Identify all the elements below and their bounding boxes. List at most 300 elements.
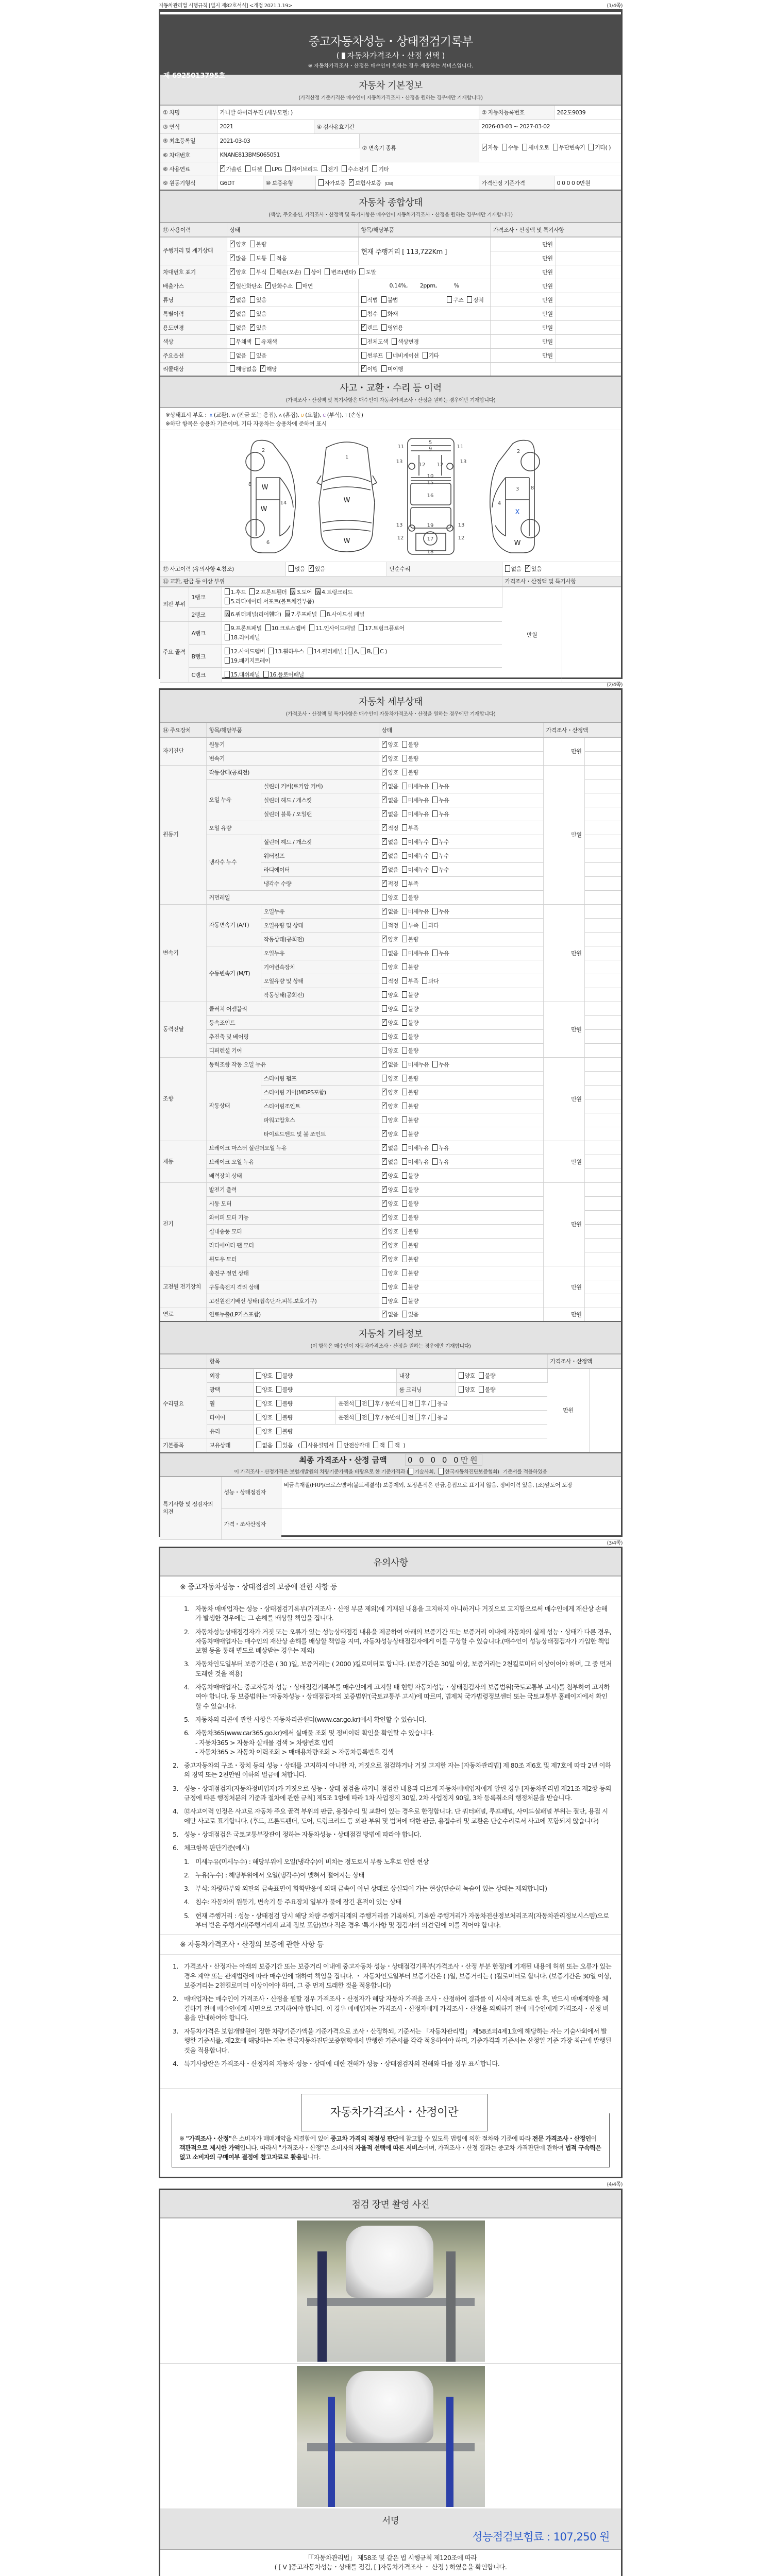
checkbox-option[interactable] bbox=[250, 310, 266, 318]
checkbox[interactable] bbox=[402, 1200, 407, 1207]
checkbox-option[interactable] bbox=[432, 810, 449, 818]
checkbox-option[interactable] bbox=[382, 866, 398, 874]
checkbox[interactable] bbox=[230, 352, 235, 359]
checkbox-option[interactable] bbox=[255, 337, 277, 346]
checkbox-option[interactable] bbox=[276, 1385, 293, 1394]
checkbox-option[interactable] bbox=[553, 143, 585, 153]
checkbox-option[interactable] bbox=[382, 1032, 398, 1041]
checkbox[interactable] bbox=[250, 241, 255, 247]
checkbox[interactable] bbox=[349, 179, 354, 186]
checkbox-option[interactable] bbox=[250, 324, 266, 332]
checkbox-option[interactable] bbox=[382, 1019, 398, 1027]
checkbox-option[interactable] bbox=[402, 1005, 418, 1013]
checkbox-option[interactable] bbox=[230, 296, 246, 304]
part-checkbox[interactable] bbox=[359, 624, 364, 631]
checkbox-option[interactable] bbox=[325, 268, 356, 276]
part-checkbox[interactable] bbox=[285, 611, 290, 617]
checkbox-option[interactable] bbox=[382, 1241, 398, 1249]
position-checkbox[interactable] bbox=[402, 1414, 407, 1420]
pillar-checkbox[interactable] bbox=[361, 648, 366, 654]
checkbox-option[interactable] bbox=[382, 810, 398, 818]
checkbox-option[interactable] bbox=[388, 1441, 399, 1449]
checkbox[interactable] bbox=[382, 963, 387, 970]
checkbox-option[interactable] bbox=[256, 1371, 273, 1380]
checkbox-option[interactable] bbox=[382, 1213, 398, 1222]
checkbox-option[interactable] bbox=[382, 1172, 398, 1180]
checkbox-option[interactable] bbox=[423, 351, 439, 360]
checkbox[interactable] bbox=[402, 1047, 407, 1054]
checkbox[interactable] bbox=[525, 565, 530, 572]
checkbox-option[interactable] bbox=[402, 768, 418, 776]
part-checkbox[interactable] bbox=[309, 624, 314, 631]
position-checkbox[interactable] bbox=[368, 1400, 374, 1406]
checkbox-option[interactable] bbox=[589, 143, 611, 153]
checkbox-option[interactable] bbox=[276, 1413, 293, 1421]
pillar-checkbox[interactable] bbox=[374, 648, 379, 654]
checkbox[interactable] bbox=[230, 268, 235, 275]
checkbox-option[interactable] bbox=[402, 1074, 418, 1082]
checkbox[interactable] bbox=[382, 1256, 387, 1262]
part-checkbox[interactable] bbox=[265, 624, 271, 631]
checkbox-option[interactable] bbox=[381, 310, 398, 318]
checkbox-option[interactable] bbox=[432, 1144, 449, 1152]
checkbox[interactable] bbox=[432, 783, 438, 789]
checkbox-option[interactable] bbox=[402, 796, 429, 804]
checkbox[interactable] bbox=[382, 1186, 387, 1193]
checkbox-option[interactable] bbox=[230, 310, 246, 318]
checkbox[interactable] bbox=[276, 1372, 281, 1379]
checkbox[interactable] bbox=[402, 1186, 407, 1193]
checkbox[interactable] bbox=[382, 1297, 387, 1304]
part-item[interactable] bbox=[285, 610, 317, 619]
checkbox[interactable] bbox=[381, 324, 386, 331]
checkbox[interactable] bbox=[230, 255, 235, 261]
checkbox[interactable] bbox=[382, 824, 387, 831]
checkbox-option[interactable] bbox=[230, 240, 246, 248]
checkbox[interactable] bbox=[382, 1089, 387, 1095]
checkbox[interactable] bbox=[382, 1130, 387, 1137]
checkbox-option[interactable] bbox=[402, 963, 418, 971]
checkbox[interactable] bbox=[382, 1033, 387, 1040]
checkbox-option[interactable] bbox=[422, 977, 439, 985]
checkbox[interactable] bbox=[276, 1414, 281, 1420]
checkbox-option[interactable] bbox=[432, 838, 449, 846]
checkbox-option[interactable] bbox=[402, 1241, 418, 1249]
checkbox-option[interactable] bbox=[382, 1130, 398, 1138]
checkbox[interactable] bbox=[305, 268, 310, 275]
checkbox-option[interactable] bbox=[382, 1116, 398, 1124]
checkbox[interactable] bbox=[382, 1019, 387, 1026]
checkbox-option[interactable] bbox=[505, 565, 522, 573]
checkbox[interactable] bbox=[432, 810, 438, 817]
checkbox[interactable] bbox=[325, 268, 330, 275]
checkbox-option[interactable] bbox=[230, 351, 246, 360]
checkbox[interactable] bbox=[467, 296, 472, 303]
checkbox[interactable] bbox=[459, 1386, 464, 1393]
checkbox-option[interactable] bbox=[402, 782, 429, 790]
checkbox-option[interactable] bbox=[382, 1102, 398, 1110]
part-item[interactable] bbox=[225, 647, 265, 656]
part-checkbox[interactable] bbox=[290, 588, 295, 595]
position-checkbox[interactable] bbox=[402, 1400, 407, 1406]
checkbox-option[interactable] bbox=[402, 1046, 418, 1055]
checkbox-option[interactable] bbox=[382, 1255, 398, 1263]
checkbox[interactable] bbox=[502, 144, 507, 150]
checkbox-option[interactable] bbox=[479, 1371, 495, 1380]
checkbox[interactable] bbox=[382, 991, 387, 998]
checkbox[interactable] bbox=[402, 1242, 407, 1248]
checkbox-option[interactable] bbox=[382, 754, 398, 762]
checkbox-option[interactable] bbox=[408, 1467, 435, 1475]
checkbox-option[interactable] bbox=[382, 796, 398, 804]
checkbox[interactable] bbox=[382, 741, 387, 748]
checkbox-option[interactable] bbox=[402, 1060, 429, 1069]
checkbox[interactable] bbox=[479, 1386, 484, 1393]
checkbox[interactable] bbox=[402, 1075, 407, 1081]
checkbox-option[interactable] bbox=[373, 1441, 384, 1449]
checkbox-option[interactable] bbox=[382, 1199, 398, 1208]
checkbox-option[interactable] bbox=[337, 1441, 369, 1449]
checkbox-option[interactable] bbox=[467, 296, 483, 304]
position-checkbox[interactable] bbox=[356, 1414, 361, 1420]
checkbox[interactable] bbox=[382, 1116, 387, 1123]
part-item[interactable] bbox=[321, 610, 364, 619]
checkbox[interactable] bbox=[402, 1005, 407, 1012]
checkbox-option[interactable] bbox=[305, 268, 321, 276]
checkbox-option[interactable] bbox=[432, 866, 449, 874]
checkbox[interactable] bbox=[382, 922, 387, 928]
checkbox[interactable] bbox=[439, 1468, 444, 1475]
checkbox[interactable] bbox=[402, 1311, 407, 1317]
checkbox-option[interactable] bbox=[402, 1255, 418, 1263]
checkbox[interactable] bbox=[296, 282, 301, 289]
checkbox[interactable] bbox=[382, 866, 387, 873]
checkbox[interactable] bbox=[382, 852, 387, 859]
checkbox-option[interactable] bbox=[382, 838, 398, 846]
checkbox[interactable] bbox=[589, 144, 594, 150]
checkbox-option[interactable] bbox=[382, 963, 398, 971]
part-item[interactable] bbox=[225, 670, 260, 680]
checkbox[interactable] bbox=[250, 268, 255, 275]
checkbox[interactable] bbox=[256, 1428, 261, 1434]
checkbox[interactable] bbox=[361, 338, 366, 345]
position-checkbox[interactable] bbox=[431, 1400, 436, 1406]
checkbox[interactable] bbox=[382, 1242, 387, 1248]
checkbox[interactable] bbox=[447, 296, 452, 303]
checkbox[interactable] bbox=[402, 810, 407, 817]
checkbox[interactable] bbox=[382, 894, 387, 901]
checkbox[interactable] bbox=[250, 296, 255, 303]
part-item[interactable] bbox=[265, 624, 306, 633]
checkbox-option[interactable] bbox=[382, 1158, 398, 1166]
checkbox[interactable] bbox=[276, 1400, 281, 1406]
checkbox-option[interactable] bbox=[250, 268, 266, 276]
checkbox[interactable] bbox=[381, 365, 386, 372]
checkbox-option[interactable] bbox=[250, 351, 266, 360]
checkbox-option[interactable] bbox=[245, 165, 262, 173]
checkbox-option[interactable] bbox=[250, 240, 266, 248]
checkbox-option[interactable] bbox=[382, 1005, 398, 1013]
checkbox-option[interactable] bbox=[402, 1213, 418, 1222]
checkbox[interactable] bbox=[382, 880, 387, 887]
part-checkbox[interactable] bbox=[225, 634, 230, 640]
checkbox[interactable] bbox=[382, 838, 387, 845]
checkbox-option[interactable] bbox=[230, 282, 262, 290]
part-item[interactable] bbox=[225, 610, 281, 619]
part-item[interactable] bbox=[359, 624, 405, 633]
part-checkbox[interactable] bbox=[225, 657, 230, 664]
checkbox[interactable] bbox=[422, 922, 427, 928]
part-checkbox[interactable] bbox=[225, 671, 230, 677]
checkbox-option[interactable] bbox=[276, 1427, 293, 1435]
checkbox-option[interactable] bbox=[289, 565, 305, 573]
checkbox[interactable] bbox=[250, 324, 255, 331]
checkbox-option[interactable] bbox=[525, 565, 542, 573]
checkbox[interactable] bbox=[402, 824, 407, 831]
checkbox[interactable] bbox=[245, 165, 250, 172]
checkbox-option[interactable] bbox=[382, 1227, 398, 1235]
part-item[interactable] bbox=[225, 624, 262, 633]
checkbox[interactable] bbox=[322, 165, 327, 172]
checkbox[interactable] bbox=[337, 1442, 342, 1448]
checkbox[interactable] bbox=[381, 310, 386, 317]
checkbox-option[interactable] bbox=[270, 268, 301, 276]
checkbox[interactable] bbox=[381, 296, 386, 303]
checkbox-option[interactable] bbox=[402, 1185, 418, 1194]
checkbox-option[interactable] bbox=[432, 1060, 449, 1069]
checkbox[interactable] bbox=[402, 783, 407, 789]
checkbox[interactable] bbox=[382, 769, 387, 775]
checkbox-option[interactable] bbox=[432, 852, 449, 860]
checkbox[interactable] bbox=[382, 936, 387, 942]
checkbox-option[interactable] bbox=[402, 1269, 418, 1277]
checkbox-option[interactable] bbox=[522, 143, 549, 153]
checkbox[interactable] bbox=[276, 1386, 281, 1393]
checkbox-option[interactable] bbox=[361, 365, 378, 373]
checkbox-option[interactable] bbox=[402, 824, 418, 832]
checkbox-option[interactable] bbox=[256, 1427, 273, 1435]
checkbox-option[interactable] bbox=[230, 254, 246, 262]
checkbox[interactable] bbox=[256, 1386, 261, 1393]
position-checkbox[interactable] bbox=[431, 1414, 436, 1420]
position-checkbox[interactable] bbox=[368, 1414, 374, 1420]
checkbox[interactable] bbox=[402, 838, 407, 845]
checkbox-option[interactable] bbox=[382, 935, 398, 943]
part-checkbox[interactable] bbox=[268, 648, 274, 654]
checkbox-option[interactable] bbox=[432, 907, 449, 916]
checkbox[interactable] bbox=[402, 1089, 407, 1095]
checkbox-option[interactable] bbox=[382, 1310, 398, 1318]
checkbox[interactable] bbox=[402, 1144, 407, 1151]
checkbox-option[interactable] bbox=[230, 365, 257, 373]
checkbox-option[interactable] bbox=[402, 907, 429, 916]
checkbox-option[interactable] bbox=[402, 1116, 418, 1124]
checkbox[interactable] bbox=[402, 852, 407, 859]
checkbox[interactable] bbox=[382, 950, 387, 956]
checkbox-option[interactable] bbox=[265, 165, 282, 173]
checkbox[interactable] bbox=[220, 165, 225, 172]
checkbox-option[interactable] bbox=[402, 949, 429, 957]
checkbox[interactable] bbox=[359, 268, 364, 275]
checkbox[interactable] bbox=[382, 1005, 387, 1012]
checkbox[interactable] bbox=[309, 565, 314, 572]
checkbox-option[interactable] bbox=[382, 949, 398, 957]
checkbox-option[interactable] bbox=[342, 165, 369, 173]
checkbox[interactable] bbox=[270, 255, 275, 261]
checkbox-option[interactable] bbox=[402, 893, 418, 902]
checkbox[interactable] bbox=[402, 1283, 407, 1290]
checkbox-option[interactable] bbox=[361, 310, 378, 318]
checkbox[interactable] bbox=[423, 352, 428, 359]
checkbox-option[interactable] bbox=[382, 991, 398, 999]
checkbox-option[interactable] bbox=[382, 977, 398, 985]
checkbox[interactable] bbox=[361, 365, 366, 372]
checkbox-option[interactable] bbox=[270, 254, 287, 262]
checkbox-option[interactable] bbox=[402, 1172, 418, 1180]
checkbox[interactable] bbox=[382, 1158, 387, 1165]
checkbox[interactable] bbox=[382, 1047, 387, 1054]
checkbox[interactable] bbox=[402, 1269, 407, 1276]
checkbox-option[interactable] bbox=[382, 1060, 398, 1069]
checkbox[interactable] bbox=[432, 950, 438, 956]
part-checkbox[interactable] bbox=[321, 611, 326, 617]
checkbox[interactable] bbox=[432, 866, 438, 873]
checkbox-option[interactable] bbox=[402, 1019, 418, 1027]
checkbox[interactable] bbox=[255, 338, 260, 345]
checkbox[interactable] bbox=[382, 1103, 387, 1109]
checkbox[interactable] bbox=[402, 894, 407, 901]
checkbox[interactable] bbox=[382, 783, 387, 789]
checkbox[interactable] bbox=[265, 282, 271, 289]
checkbox-option[interactable] bbox=[322, 165, 338, 173]
checkbox-option[interactable] bbox=[402, 1227, 418, 1235]
checkbox[interactable] bbox=[256, 1414, 261, 1420]
checkbox-option[interactable] bbox=[382, 921, 398, 929]
checkbox-option[interactable] bbox=[381, 324, 403, 332]
checkbox[interactable] bbox=[402, 1228, 407, 1234]
checkbox[interactable] bbox=[402, 1297, 407, 1304]
checkbox[interactable] bbox=[553, 144, 558, 150]
checkbox-option[interactable] bbox=[250, 296, 266, 304]
checkbox-option[interactable] bbox=[260, 365, 277, 373]
checkbox-option[interactable] bbox=[372, 165, 389, 173]
part-checkbox[interactable] bbox=[263, 671, 268, 677]
checkbox[interactable] bbox=[361, 310, 366, 317]
checkbox-option[interactable] bbox=[361, 324, 378, 332]
checkbox[interactable] bbox=[382, 1214, 387, 1221]
checkbox-option[interactable] bbox=[432, 949, 449, 957]
checkbox[interactable] bbox=[402, 755, 407, 761]
part-checkbox[interactable] bbox=[225, 648, 230, 654]
checkbox[interactable] bbox=[386, 352, 392, 359]
checkbox[interactable] bbox=[382, 1075, 387, 1081]
checkbox[interactable] bbox=[432, 1061, 438, 1067]
checkbox[interactable] bbox=[432, 796, 438, 803]
checkbox-option[interactable] bbox=[382, 907, 398, 916]
checkbox-option[interactable] bbox=[402, 1130, 418, 1138]
checkbox[interactable] bbox=[402, 880, 407, 887]
checkbox-option[interactable] bbox=[361, 351, 383, 360]
checkbox-option[interactable] bbox=[382, 852, 398, 860]
checkbox[interactable] bbox=[361, 296, 366, 303]
checkbox[interactable] bbox=[373, 1442, 378, 1448]
checkbox[interactable] bbox=[256, 1442, 261, 1448]
checkbox-option[interactable] bbox=[422, 921, 439, 929]
pillar-checkbox[interactable] bbox=[348, 648, 353, 654]
checkbox[interactable] bbox=[382, 1228, 387, 1234]
checkbox[interactable] bbox=[402, 991, 407, 998]
checkbox-option[interactable] bbox=[382, 893, 398, 902]
checkbox-option[interactable] bbox=[402, 1158, 429, 1166]
checkbox-option[interactable] bbox=[459, 1371, 475, 1380]
checkbox-option[interactable] bbox=[402, 879, 418, 888]
checkbox[interactable] bbox=[382, 810, 387, 817]
position-checkbox[interactable] bbox=[415, 1400, 420, 1406]
part-checkbox[interactable] bbox=[225, 624, 230, 631]
checkbox-option[interactable] bbox=[402, 1032, 418, 1041]
checkbox[interactable] bbox=[482, 144, 487, 150]
part-item[interactable] bbox=[309, 624, 355, 633]
checkbox[interactable] bbox=[402, 922, 407, 928]
checkbox-option[interactable] bbox=[230, 337, 251, 346]
checkbox-option[interactable] bbox=[382, 1185, 398, 1194]
checkbox-option[interactable] bbox=[402, 1297, 418, 1305]
checkbox[interactable] bbox=[432, 852, 438, 859]
checkbox-option[interactable] bbox=[382, 824, 398, 832]
checkbox[interactable] bbox=[432, 1144, 438, 1151]
checkbox[interactable] bbox=[382, 1200, 387, 1207]
checkbox-option[interactable] bbox=[432, 782, 449, 790]
part-item[interactable] bbox=[225, 597, 314, 606]
checkbox[interactable] bbox=[402, 1033, 407, 1040]
checkbox[interactable] bbox=[270, 268, 275, 275]
part-checkbox[interactable] bbox=[225, 611, 230, 617]
checkbox[interactable] bbox=[285, 165, 291, 172]
checkbox[interactable] bbox=[260, 365, 265, 372]
checkbox-option[interactable] bbox=[382, 1074, 398, 1082]
checkbox-option[interactable] bbox=[439, 1467, 499, 1475]
checkbox-option[interactable] bbox=[285, 165, 318, 173]
checkbox[interactable] bbox=[432, 1158, 438, 1165]
checkbox-option[interactable] bbox=[382, 1046, 398, 1055]
checkbox-option[interactable] bbox=[386, 351, 419, 360]
part-checkbox[interactable] bbox=[308, 648, 313, 654]
checkbox[interactable] bbox=[230, 296, 235, 303]
part-item[interactable] bbox=[225, 633, 260, 642]
checkbox-option[interactable] bbox=[402, 1144, 429, 1152]
checkbox-option[interactable] bbox=[256, 1441, 273, 1449]
checkbox-option[interactable] bbox=[382, 740, 398, 749]
checkbox[interactable] bbox=[382, 796, 387, 803]
checkbox[interactable] bbox=[382, 1144, 387, 1151]
checkbox-option[interactable] bbox=[502, 143, 518, 153]
checkbox[interactable] bbox=[361, 352, 366, 359]
checkbox[interactable] bbox=[402, 1130, 407, 1137]
checkbox[interactable] bbox=[402, 963, 407, 970]
checkbox-option[interactable] bbox=[402, 852, 429, 860]
checkbox-option[interactable] bbox=[402, 991, 418, 999]
checkbox-option[interactable] bbox=[276, 1399, 293, 1408]
checkbox-option[interactable] bbox=[230, 324, 246, 332]
checkbox[interactable] bbox=[382, 1311, 387, 1317]
checkbox-option[interactable] bbox=[381, 365, 403, 373]
checkbox[interactable] bbox=[382, 1283, 387, 1290]
checkbox[interactable] bbox=[230, 310, 235, 317]
checkbox-option[interactable] bbox=[382, 768, 398, 776]
checkbox-option[interactable] bbox=[276, 1371, 293, 1380]
checkbox[interactable] bbox=[402, 866, 407, 873]
part-item[interactable] bbox=[249, 588, 287, 597]
